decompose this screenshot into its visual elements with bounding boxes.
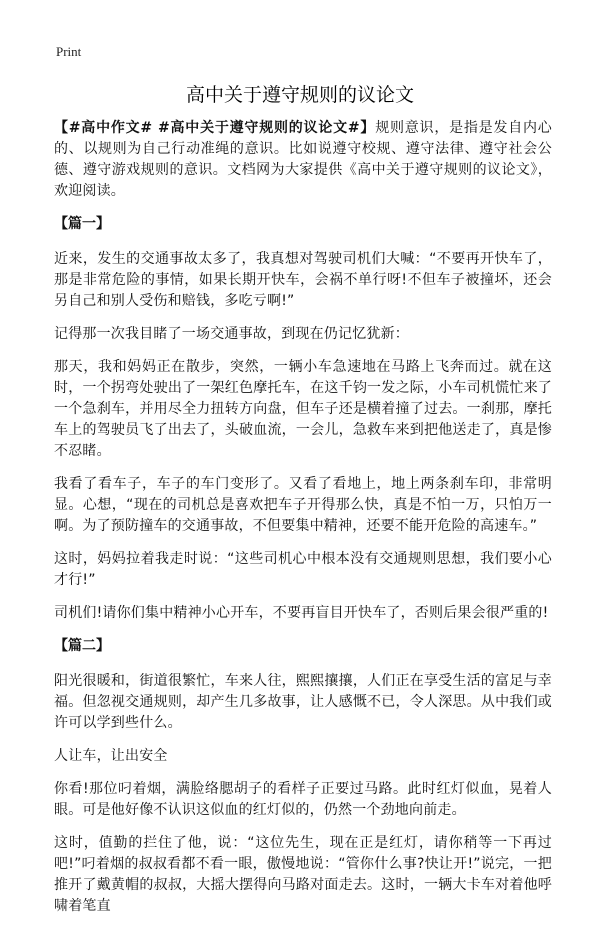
intro-tag: 【#高中作文# #高中关于遵守规则的议论文#】 bbox=[54, 120, 376, 136]
paragraph: 近来，发生的交通事故太多了，我真想对驾驶司机们大喊：“不要再开快车了，那是非常危险的事情，如果长期开快车，会祸不单行呀!不但车子被撞坏，还会另自己和别人受伤和赔钱，多吃亏啊!” bbox=[54, 251, 552, 309]
page-title: 高中关于遵守规则的议论文 bbox=[185, 84, 414, 106]
intro-paragraph bbox=[54, 118, 552, 202]
intro-text: 规则意识，是指是发自内心的、以规则为自己行动准绳的意识。比如说遵守校规、遵守法律、遵守社会公德、遵守游戏规则的意识。文档网为大家提供《高中关于遵守规则的议论文》，欢迎阅读。 bbox=[54, 120, 552, 199]
paragraph: 阳光很暖和，街道很繁忙，车来人往，熙熙攘攘，人们正在享受生活的富足与幸福。但忽视交通规则，却产生几多故事，让人感慨不已，令人深思。从中我们或许可以学到些什么。 bbox=[54, 673, 552, 731]
section-heading: 【篇二】 bbox=[54, 638, 110, 654]
print-link[interactable]: Print bbox=[56, 44, 82, 59]
article-body bbox=[54, 118, 552, 929]
paragraph: 这时，妈妈拉着我走时说：“这些司机心中根本没有交通规则思想，我们要小心才行!” bbox=[54, 551, 552, 588]
paragraph: 那天，我和妈妈正在散步，突然，一辆小车急速地在马路上飞奔而过。就在这时，一个拐弯处驶出了一架红色摩托车，在这千钧一发之际，小车司机慌忙来了一个急刹车，并用尽全力扭转方向盘，但车子还是横着撞了过去。一刹那，摩托车上的驾驶员飞了出去了，头破血流，一会儿，急救车来到把他送走了，真是惨不忍睹。 bbox=[54, 359, 552, 459]
paragraph: 人让车，让出安全 bbox=[54, 748, 168, 764]
section-heading: 【篇一】 bbox=[54, 216, 110, 232]
paragraph: 我看了看车子，车子的车门变形了。又看了看地上，地上两条刹车印，非常明显。心想，“现在的司机总是喜欢把车子开得那么快，真是不怕一万，只怕万一啊。为了预防撞车的交通事故，不但要集中精神，还要不能开危险的高速车。” bbox=[54, 476, 552, 534]
paragraph: 司机们!请你们集中精神小心开车，不要再盲目开快车了，否则后果会很严重的! bbox=[54, 605, 549, 621]
paragraph: 记得那一次我目睹了一场交通事故，到现在仍记忆犹新： bbox=[54, 326, 409, 342]
paragraph: 这时，值勤的拦住了他，说：“这位先生，现在正是红灯，请你稍等一下再过吧!”叼着烟的叔叔看都不看一眼，傲慢地说：“管你什么事?快让开!”说完，一把推开了戴黄帽的叔叔，大摇大摆得向马路对面走去。这时，一辆大卡车对着他呼啸着笔直 bbox=[54, 835, 552, 914]
paragraph: 你看!那位叼着烟，满脸络腮胡子的看样子正要过马路。此时红灯似血，晃着人眼。可是他好像不认识这似血的红灯似的，仍然一个劲地向前走。 bbox=[54, 781, 552, 818]
